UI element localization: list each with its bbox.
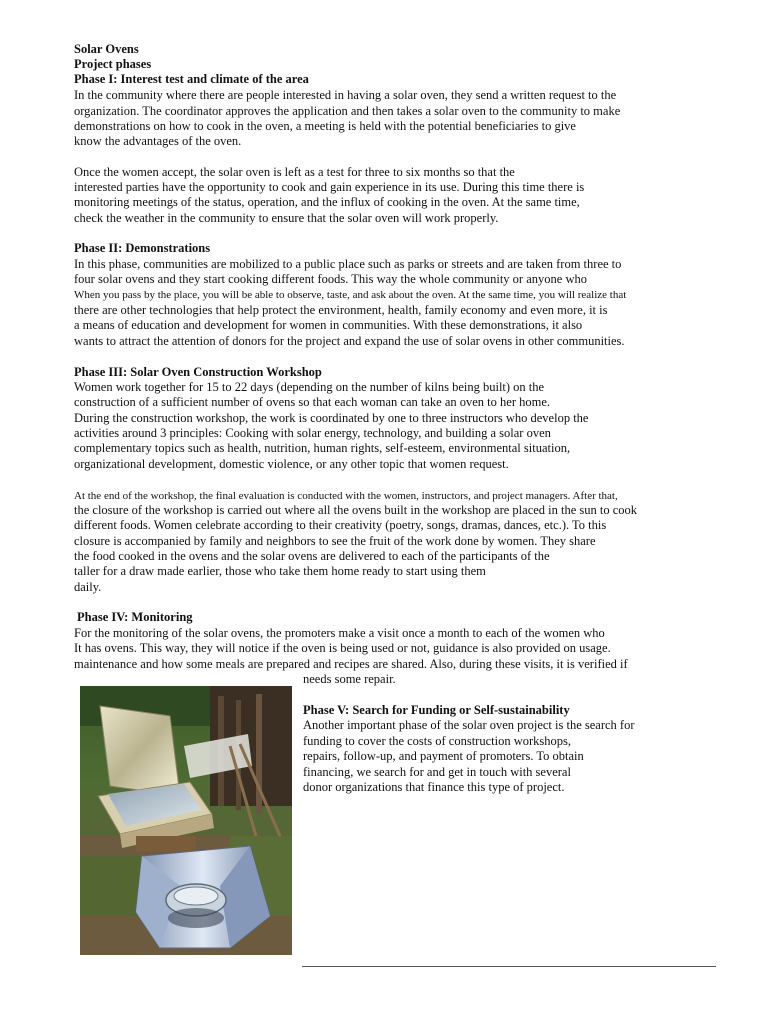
paragraph-line: there are other technologies that help protect the environment, health, family economy and even more, it is	[74, 303, 608, 317]
paragraph-line: construction of a sufficient number of ovens so that each woman can take an oven to her home.	[74, 395, 551, 409]
paragraph-line: At the end of the workshop, the final evaluation is conducted with the women, instructors, and project managers. After that,	[74, 490, 618, 502]
paragraph-line: During the construction workshop, the work is coordinated by one to three instructors who develop the	[74, 411, 589, 425]
paragraph-line: a means of education and development for women in communities. With these demonstrations, it also	[74, 318, 583, 332]
paragraph-line: different foods. Women celebrate according to their creativity (poetry, songs, dramas, dances, etc.). To this	[74, 518, 607, 532]
phase4-heading: Phase IV: Monitoring	[77, 610, 193, 624]
document-subtitle: Project phases	[74, 57, 152, 71]
paragraph-line: organizational development, domestic violence, or any other topic that women request.	[74, 457, 509, 471]
paragraph-line: know the advantages of the oven.	[74, 134, 242, 148]
paragraph-line: four solar ovens and they start cooking different foods. This way the whole community or anyone who	[74, 272, 587, 286]
document-title: Solar Ovens	[74, 42, 139, 56]
paragraph-line: activities around 3 principles: Cooking with solar energy, technology, and building a solar oven	[74, 426, 551, 440]
paragraph-line: When you pass by the place, you will be able to observe, taste, and ask about the oven. At the same time, you will realize that	[74, 289, 627, 301]
paragraph-line: donor organizations that finance this type of project.	[303, 780, 565, 794]
paragraph-line: repairs, follow-up, and payment of promoters. To obtain	[303, 749, 584, 763]
paragraph-line: the food cooked in the ovens and the solar ovens are delivered to each of the participants of the	[74, 549, 550, 563]
footer-divider	[302, 966, 716, 967]
phase5-heading: Phase V: Search for Funding or Self-sustainability	[303, 703, 570, 717]
paragraph-line: demonstrations on how to cook in the oven, a meeting is held with the potential beneficiaries to give	[74, 119, 576, 133]
paragraph-line: complementary topics such as health, nutrition, human rights, self-esteem, environmental situation,	[74, 441, 571, 455]
paragraph-line: It has ovens. This way, they will notice if the oven is being used or not, guidance is also provided on usage.	[74, 641, 611, 655]
paragraph-line: For the monitoring of the solar ovens, the promoters make a visit once a month to each of the women who	[74, 626, 605, 640]
paragraph-line: needs some repair.	[303, 672, 396, 686]
paragraph-line: Another important phase of the solar oven project is the search for	[303, 718, 635, 732]
paragraph-line: In the community where there are people interested in having a solar oven, they send a written request to the	[74, 88, 617, 102]
paragraph-line: monitoring meetings of the status, operation, and the influx of cooking in the oven. At the same time,	[74, 195, 580, 209]
paragraph-line: closure is accompanied by family and neighbors to see the fruit of the work done by women. They share	[74, 534, 596, 548]
phase1-heading: Phase I: Interest test and climate of the area	[74, 72, 309, 86]
phase3-heading: Phase III: Solar Oven Construction Workshop	[74, 365, 322, 379]
paragraph-line: the closure of the workshop is carried out where all the ovens built in the workshop are placed in the sun to cook	[74, 503, 638, 517]
paragraph-line: organization. The coordinator approves the application and then takes a solar oven to the community to make	[74, 104, 621, 118]
paragraph-line: funding to cover the costs of construction workshops,	[303, 734, 572, 748]
paragraph-line: check the weather in the community to ensure that the solar oven will work properly.	[74, 211, 499, 225]
paragraph-line: financing, we search for and get in touch with several	[303, 765, 571, 779]
paragraph-line: Women work together for 15 to 22 days (depending on the number of kilns being built) on the	[74, 380, 545, 394]
solar-ovens-photo	[80, 686, 292, 955]
paragraph-line: maintenance and how some meals are prepared and recipes are shared. Also, during these visits, it is verified if	[74, 657, 628, 671]
phase2-heading: Phase II: Demonstrations	[74, 241, 211, 255]
paragraph-line: taller for a draw made earlier, those who take them home ready to start using them	[74, 564, 486, 578]
paragraph-line: In this phase, communities are mobilized to a public place such as parks or streets and are taken from three to	[74, 257, 622, 271]
paragraph-line: wants to attract the attention of donors for the project and expand the use of solar ovens in other communities.	[74, 334, 625, 348]
paragraph-line: Once the women accept, the solar oven is left as a test for three to six months so that the	[74, 165, 515, 179]
paragraph-line: daily.	[74, 580, 102, 594]
paragraph-line: interested parties have the opportunity to cook and gain experience in its use. During this time there is	[74, 180, 585, 194]
